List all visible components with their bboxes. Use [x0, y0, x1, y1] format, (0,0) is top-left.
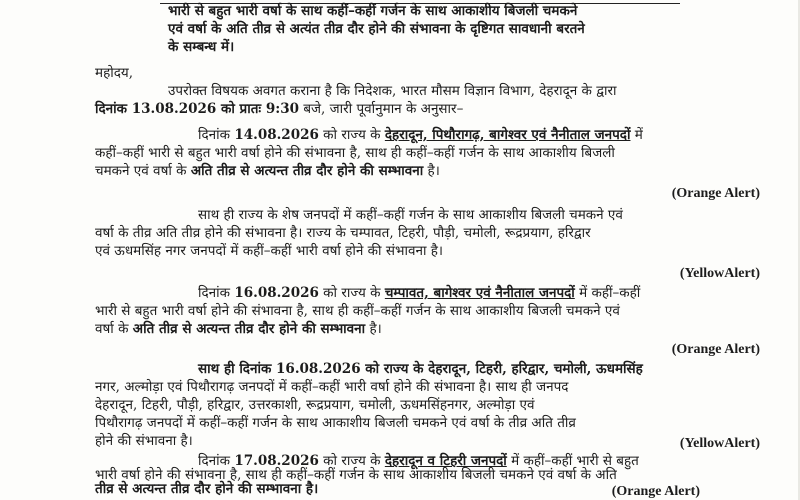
alert-5: (Orange Alert) [611, 484, 700, 499]
para4-line-4: पिथौरागढ़ जनपदों में कहीं–कहीं गर्जन के साथ आकाशीय बिजली चमकने एवं वर्षा के तीव्र अति तीव्र [95, 415, 576, 431]
intro-mid: को प्रातः [216, 101, 266, 117]
para1-line-3 [95, 162, 440, 180]
para1-districts: देहरादून, पिथौरागढ़, बागेश्वर एवं नैनीताल जनपदों [384, 127, 631, 143]
para5-post: में कहीं–कहीं भारी से बहुत [506, 453, 639, 469]
para5-date: 17.08.2026 [234, 453, 319, 469]
alert-3: (Orange Alert) [671, 342, 760, 357]
intro-line-1: उपरोक्त विषयक अवगत कराना है कि निदेशक, भारत मौसम विज्ञान विभाग, देहरादून के द्वारा [168, 83, 617, 99]
para3-line-3 [95, 320, 382, 338]
intro-line-2 [95, 100, 463, 118]
alert-1: (Orange Alert) [671, 186, 760, 201]
para5-districts: देहरादून व टिहरी जनपदों [384, 453, 507, 469]
subject-line-3: के सम्बन्ध में। [168, 39, 235, 55]
para5-mid: को राज्य के [318, 453, 385, 469]
para3-districts: चम्पावत, बागेश्वर एवं नैनीताल जनपदों [384, 285, 575, 301]
para4-line-5: होने की संभावना है। [95, 433, 193, 449]
para5-date-label: दिनांक [198, 453, 235, 469]
para1-line3-bold: अति तीव्र से अत्यन्त तीव्र दौर होने की सम्भावना [190, 163, 424, 179]
para3-date: 16.08.2026 [234, 285, 319, 301]
para1-post: में [630, 127, 643, 143]
para3-mid: को राज्य के [318, 285, 385, 301]
intro-time: 9:30 [265, 101, 300, 117]
para3-date-label: दिनांक [198, 285, 235, 301]
para4-line-2: नगर, अल्मोड़ा एवं पिथौरागढ़ जनपदों में कहीं–कहीं भारी वर्षा होने की संभावना है। साथ ही जनपद [95, 379, 569, 395]
intro-date: 13.08.2026 [131, 101, 217, 117]
para5-line-2: भारी वर्षा होने की संभावना है, साथ ही कहीं–कहीं गर्जन के साथ आकाशीय बिजली चमकने एवं वर्षा के अति [95, 467, 617, 483]
para3-line-1 [198, 284, 640, 302]
para1-date-label: दिनांक [198, 127, 235, 143]
para2-line-3: एवं ऊधमसिंह नगर जनपदों में कहीं–कहीं भारी वर्षा होने की संभावना है। [95, 243, 444, 259]
para1-date: 14.08.2026 [234, 127, 319, 143]
para1-line3-post: है। [423, 163, 440, 179]
intro-post: बजे, जारी पूर्वानुमान के अनुसार– [299, 101, 464, 117]
para4-line-3: देहरादून, टिहरी, पौड़ी, हरिद्वार, उत्तरकाशी, रूद्रप्रयाग, चमोली, ऊधमसिंहनगर, अल्मोड़ा एवं [95, 397, 535, 413]
para4-line-1: साथ ही दिनांक 16.08.2026 को राज्य के देहरादून, टिहरी, हरिद्वार, चमोली, ऊधमसिंह [198, 361, 643, 377]
para3-post: में कहीं–कहीं [574, 285, 641, 301]
alert-4: (YellowAlert) [679, 436, 760, 451]
para3-line3-post: है। [365, 321, 382, 337]
para1-line-2: कहीं–कहीं भारी से बहुत भारी वर्षा होने की संभावना है, साथ ही कहीं–कहीं गर्जन के साथ आकाशीय बिजली [95, 145, 615, 161]
alert-2: (YellowAlert) [679, 266, 760, 281]
subject-line-1: भारी से बहुत भारी वर्षा के साथ कहीं–कहीं गर्जन के साथ आकाशीय बिजली चमकने [168, 3, 578, 19]
salutation: महोदय, [95, 65, 134, 81]
para1-line3-pre: चमकने एवं वर्षा के [95, 163, 191, 179]
para1-line-1 [198, 126, 643, 144]
para2-line-1: साथ ही राज्य के शेष जनपदों में कहीं–कहीं गर्जन के साथ आकाशीय बिजली चमकने एवं [198, 207, 623, 223]
intro-date-label: दिनांक [95, 101, 132, 117]
para3-line3-bold: अति तीव्र से अत्यन्त तीव्र दौर होने की सम्भावना [132, 321, 366, 337]
para5-line-3: तीव्र से अत्यन्त तीव्र दौर होने की सम्भावना है। [95, 481, 319, 497]
para1-mid: को राज्य के [318, 127, 385, 143]
para3-line-2: भारी से बहुत भारी वर्षा होने की संभावना है, साथ ही कहीं–कहीं गर्जन के साथ आकाशीय बिजली चमकने एवं [95, 303, 620, 319]
subject-line-2: एवं वर्षा के अति तीव्र से अत्यंत तीव्र दौर होने की संभावना के दृष्टिगत सावधानी बरतने [168, 21, 585, 37]
para2-line-2: वर्षा के तीव्र अति तीव्र होने की संभावना है। राज्य के चम्पावत, टिहरी, पौड़ी, चमोली, रूद्रप्रयाग, हरिद्वार [95, 225, 591, 241]
para3-line3-pre: वर्षा के [95, 321, 133, 337]
